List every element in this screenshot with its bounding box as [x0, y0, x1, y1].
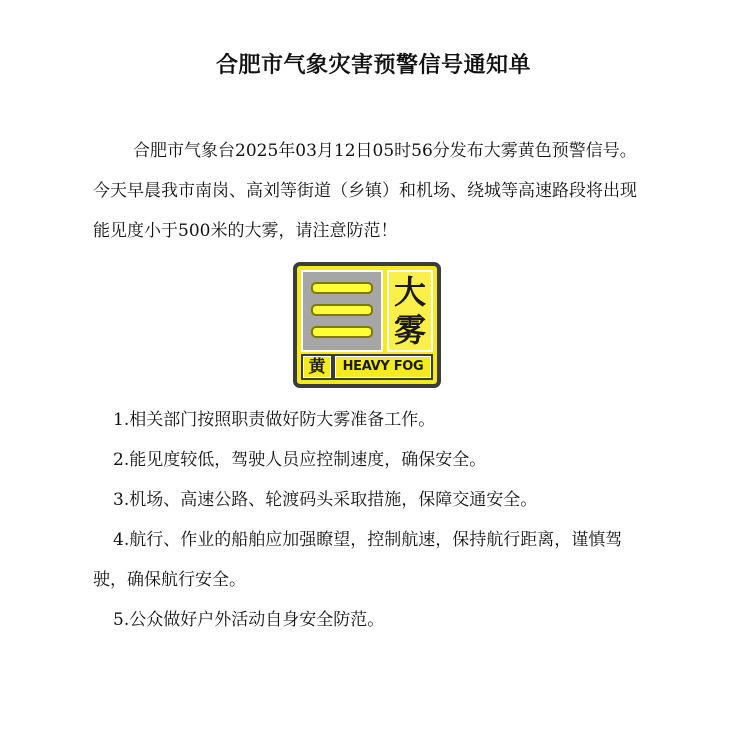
list-item: 1.相关部门按照职责做好防大雾准备工作。: [113, 410, 436, 430]
english-hazard-label: HEAVY FOG: [335, 356, 431, 378]
level-bar: [311, 282, 373, 294]
level-bar: [311, 326, 373, 338]
warning-level-bars-panel: [301, 270, 383, 352]
page-title: 合肥市气象灾害预警信号通知单: [215, 53, 531, 78]
list-item: 4.航行、作业的船舶应加强瞭望，控制航速，保持航行距离，谨慎驾驶，确保航行安全。: [93, 530, 623, 590]
hazard-char: 大: [393, 273, 426, 311]
defense-measures-list: [93, 400, 653, 640]
fog-yellow-warning-signal-icon: [293, 262, 441, 388]
level-bar: [311, 304, 373, 316]
warning-intro-paragraph: 合肥市气象台2025年03月12日05时56分发布大雾黄色预警信号。今天早晨我市南岗、高刘等街道（乡镇）和机场、绕城等高速路段将出现能见度小于500米的大雾，请注意防范！: [93, 141, 637, 241]
hazard-char: 雾: [393, 311, 426, 349]
list-item: 2.能见度较低，驾驶人员应控制速度，确保安全。: [113, 450, 487, 470]
warning-level-char: 黄: [303, 356, 331, 378]
signal-label-strip: [301, 354, 433, 380]
list-item: 5.公众做好户外活动自身安全防范。: [113, 610, 385, 630]
list-item: 3.机场、高速公路、轮渡码头采取措施，保障交通安全。: [113, 490, 538, 510]
hazard-name-panel: [387, 270, 433, 352]
